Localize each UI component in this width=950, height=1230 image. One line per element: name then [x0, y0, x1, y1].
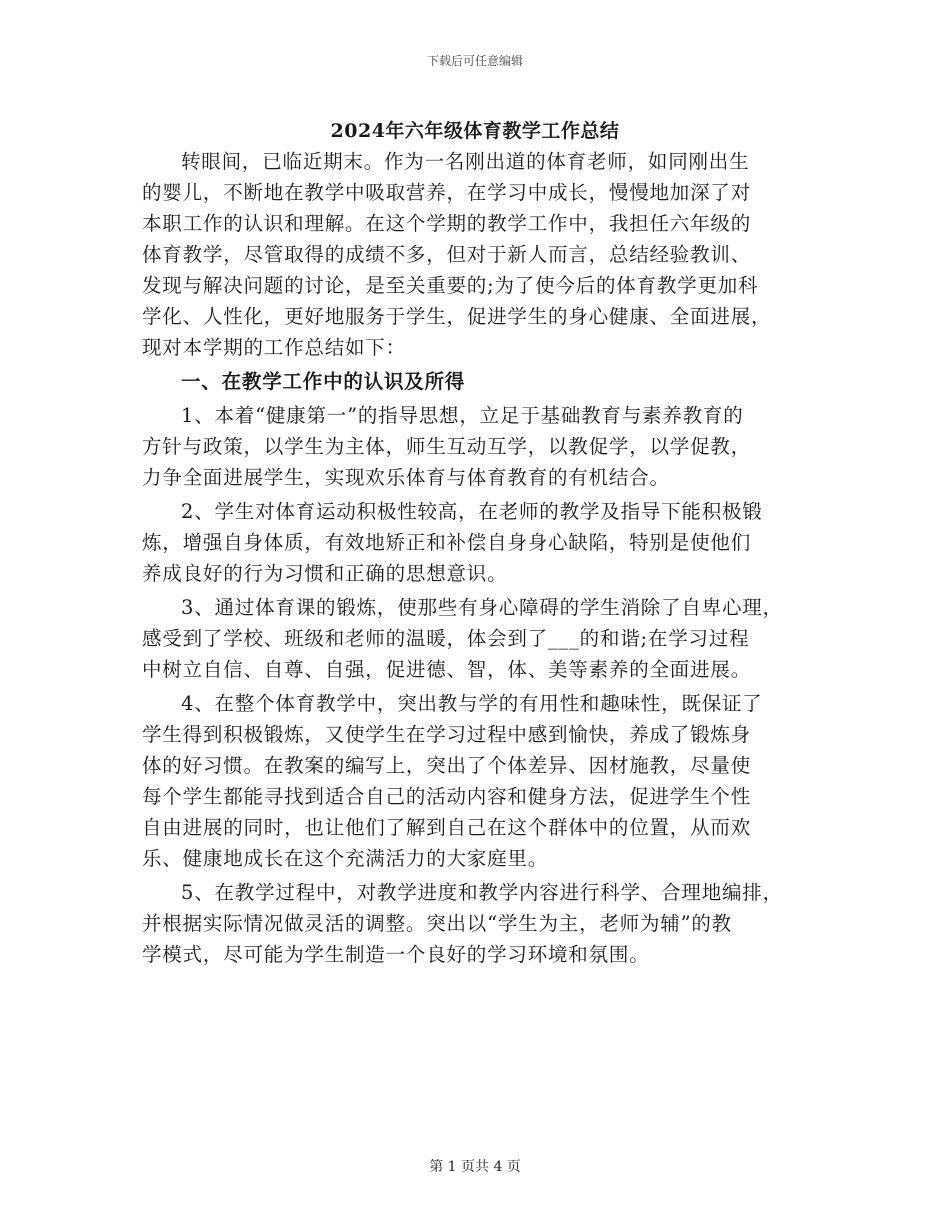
paragraph-item-2	[142, 496, 822, 589]
text-line: 每个学生都能寻找到适合自己的活动内容和健身方法，促进学生个性	[142, 785, 752, 808]
text-line: 本职工作的认识和理解。在这个学期的教学工作中，我担任六年级的	[142, 212, 752, 235]
text-line: 感受到了学校、班级和老师的温暖，体会到了___的和谐;在学习过程	[142, 627, 750, 650]
text-line: 5、在教学过程中，对教学进度和教学内容进行科学、合理地编排，	[181, 881, 783, 904]
text-line: 自由进展的同时，也让他们了解到自己在这个群体中的位置，从而欢	[142, 816, 752, 839]
page-footer: 第 1 页共 4 页	[429, 1159, 521, 1175]
text-line: 发现与解决问题的讨论，是至关重要的;为了使今后的体育教学更加科	[142, 274, 759, 297]
text-line: 的婴儿，不断地在教学中吸取营养，在学习中成长，慢慢地加深了对	[142, 181, 752, 204]
paragraph-item-3	[142, 592, 822, 685]
text-line: 中树立自信、自尊、自强，促进德、智，体、美等素养的全面进展。	[142, 658, 752, 681]
section-heading-text: 一、在教学工作中的认识及所得	[181, 370, 466, 393]
document-title: 2024年六年级体育教学工作总结	[330, 120, 620, 142]
paragraph-intro	[142, 146, 822, 363]
text-line: 4、在整个体育教学中，突出教与学的有用性和趣味性，既保证了	[181, 692, 763, 715]
text-line: 体育教学，尽管取得的成绩不多，但对于新人而言，总结经验教训、	[142, 243, 752, 266]
text-line: 并根据实际情况做灵活的调整。突出以“学生为主，老师为辅”的教	[142, 912, 732, 935]
text-line: 3、通过体育课的锻炼，使那些有身心障碍的学生消除了自卑心理，	[181, 596, 783, 619]
text-line: 方针与政策，以学生为主体，师生互动互学，以教促学，以学促教，	[142, 435, 752, 458]
text-line: 力争全面进展学生，实现欢乐体育与体育教育的有机结合。	[142, 466, 670, 489]
text-line: 炼，增强自身体质，有效地矫正和补偿自身身心缺陷，特别是使他们	[142, 531, 752, 554]
text-line: 体的好习惯。在教案的编写上，突出了个体差异、因材施教，尽量使	[142, 754, 752, 777]
text-line: 学模式，尽可能为学生制造一个良好的学习环境和氛围。	[142, 943, 650, 966]
section-heading	[142, 366, 822, 397]
text-line: 1、本着“健康第一”的指导思想，立足于基础教育与素养教育的	[181, 404, 744, 427]
text-line: 养成良好的行为习惯和正确的思想意识。	[142, 562, 508, 585]
paragraph-item-5	[142, 877, 822, 970]
page-header: 下载后可任意编辑	[426, 54, 523, 68]
text-line: 现对本学期的工作总结如下：	[142, 336, 406, 359]
text-line: 学化、人性化，更好地服务于学生，促进学生的身心健康、全面进展，	[142, 305, 772, 328]
document-body	[142, 146, 822, 970]
text-line: 学生得到积极锻炼，又使学生在学习过程中感到愉快，养成了锻炼身	[142, 723, 752, 746]
paragraph-item-4	[142, 688, 822, 874]
text-line: 乐、健康地成长在这个充满活力的大家庭里。	[142, 847, 549, 870]
text-line: 2、学生对体育运动积极性较高，在老师的教学及指导下能积极锻	[181, 500, 763, 523]
text-line: 转眼间，已临近期末。作为一名刚出道的体育老师，如同刚出生	[181, 150, 750, 173]
paragraph-item-1	[142, 400, 822, 493]
